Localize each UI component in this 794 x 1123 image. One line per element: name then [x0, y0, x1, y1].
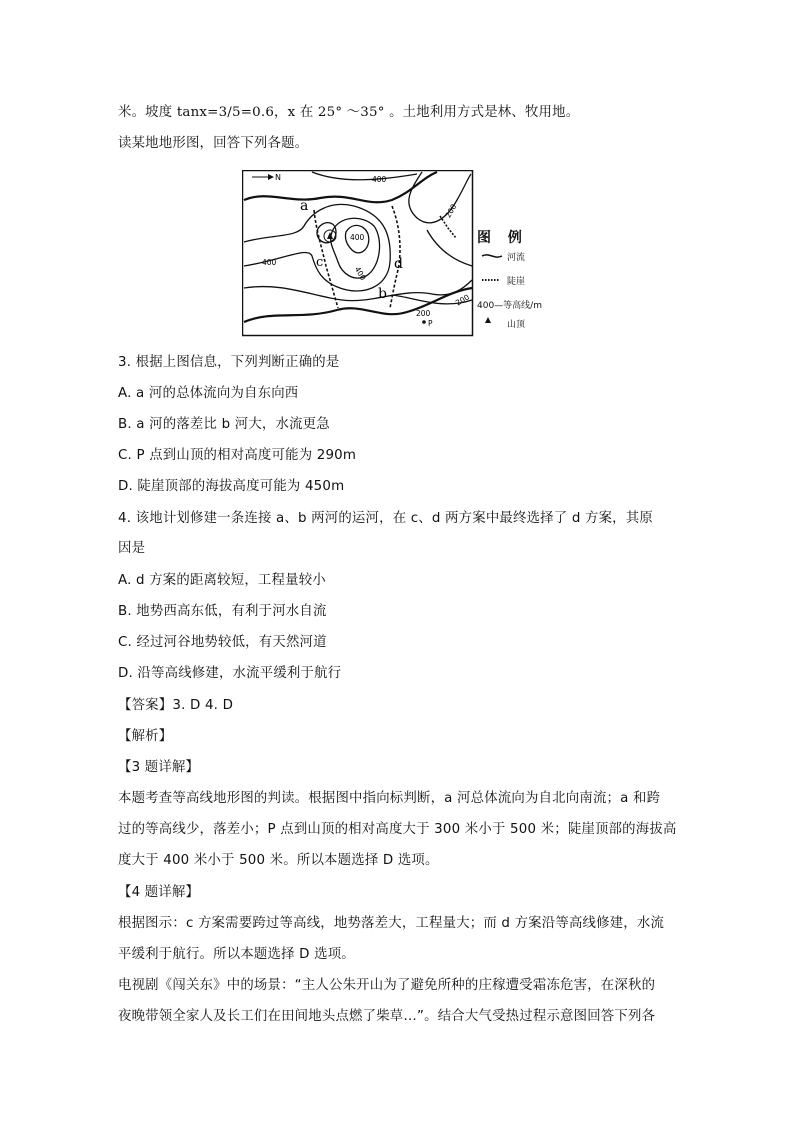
- q4-detail-line: 平缓利于航行。所以本题选择 D 选项。: [118, 947, 355, 962]
- q3-detail-line: 本题考查等高线地形图的判读。根据图中指向标判断，a 河总体流向为自北向南流；a 和跨: [118, 791, 661, 806]
- q4-option-a: A. d 方案的距离较短，工程量较小: [118, 573, 326, 588]
- contour-label: 400: [262, 258, 277, 267]
- q3-stem: 3. 根据上图信息，下列判断正确的是: [118, 355, 340, 370]
- contour-label: 400: [372, 175, 387, 184]
- next-question-line: 夜晚带领全家人及长工们在田间地头点燃了柴草…”。结合大气受热过程示意图回答下列各: [118, 1009, 656, 1024]
- legend-cliff-label: 陡崖: [507, 277, 526, 287]
- plan-label-d: d: [394, 256, 403, 272]
- q4-stem-line-1: 4. 该地计划修建一条连接 a、b 两河的运河，在 c、d 两方案中最终选择了 d 方案，其原: [118, 511, 653, 526]
- intro-line-1: 米。坡度 tanx=3/5=0.6，x 在 25° ～35° 。土地利用方式是林、牧用地。: [118, 105, 580, 120]
- analysis-heading: 【解析】: [118, 729, 173, 744]
- contour-label: 200: [416, 309, 431, 318]
- north-label: N: [275, 173, 281, 182]
- contour-label: 200: [443, 202, 459, 220]
- contour-label: 200: [454, 292, 471, 308]
- q3-detail-heading: 【3 题详解】: [118, 760, 200, 775]
- q4-detail-line: 根据图示：c 方案需要跨过等高线，地势落差大，工程量大；而 d 方案沿等高线修建，水流: [118, 916, 665, 931]
- q3-option-a: A. a 河的总体流向为自东向西: [118, 386, 299, 401]
- next-question-line: 电视剧《闯关东》中的场景：“主人公朱开山为了避免所种的庄稼遭受霜冻危害，在深秋的: [118, 978, 656, 993]
- q3-option-d: D. 陡崖顶部的海拔高度可能为 450m: [118, 479, 345, 494]
- plan-label-c: c: [316, 255, 324, 270]
- legend-peak-symbol: [485, 317, 491, 323]
- river-label-b: b: [378, 286, 387, 302]
- q4-option-c: C. 经过河谷地势较低，有天然河道: [118, 635, 327, 650]
- q3-detail-line: 度大于 400 米小于 500 米。所以本题选择 D 选项。: [118, 853, 439, 868]
- legend-peak-label: 山顶: [507, 320, 526, 330]
- legend-river-symbol: [482, 255, 502, 257]
- legend-title: 图 例: [477, 230, 528, 246]
- point-p-label: P: [428, 319, 433, 328]
- legend-contour-label: 400—等高线/m: [477, 301, 542, 311]
- q4-option-d: D. 沿等高线修建，水流平缓利于航行: [118, 666, 342, 681]
- answer-line: 【答案】3. D 4. D: [118, 698, 234, 713]
- q3-detail-line: 过的等高线少，落差小；P 点到山顶的相对高度大于 300 米小于 500 米；陡崖顶部的海拔高: [118, 822, 677, 837]
- legend-river-label: 河流: [507, 253, 526, 263]
- point-p-marker: [422, 320, 426, 324]
- q3-option-b: B. a 河的落差比 b 河大，水流更急: [118, 417, 330, 432]
- q3-option-c: C. P 点到山顶的相对高度可能为 290m: [118, 448, 357, 463]
- q4-detail-heading: 【4 题详解】: [118, 885, 200, 900]
- q4-option-b: B. 地势西高东低，有利于河水自流: [118, 604, 327, 619]
- river-label-a: a: [300, 198, 309, 214]
- contour-label: 400: [350, 233, 365, 242]
- contour-label: 400: [352, 265, 368, 282]
- q4-stem-line-2: 因是: [118, 541, 146, 556]
- intro-line-2: 读某地地形图，回答下列各题。: [118, 136, 309, 151]
